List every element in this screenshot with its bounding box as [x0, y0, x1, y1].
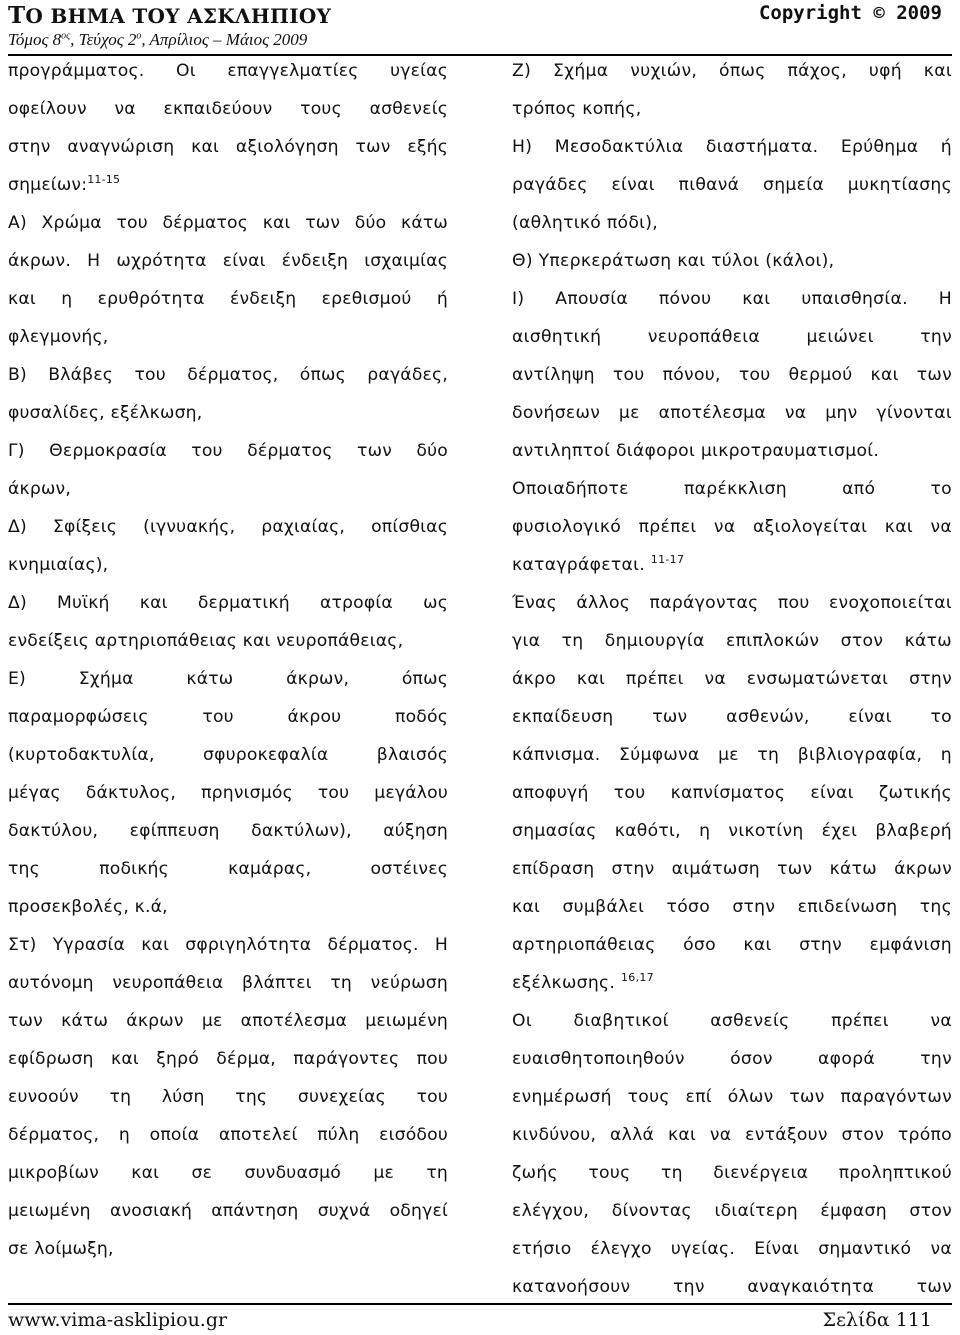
text-line: [512, 52, 952, 90]
text-line: [512, 128, 952, 166]
text-line: [8, 356, 448, 394]
line-text: Η) Μεσοδακτύλια διαστήματα. Ερύθημα ή: [512, 137, 952, 157]
line-text: φλεγμονής,: [8, 327, 109, 347]
text-line: [512, 850, 952, 888]
journal-title-initial: Τ: [8, 2, 26, 29]
line-text: προσεκβολές, κ.ά,: [8, 897, 168, 917]
text-line: [8, 508, 448, 546]
line-text: της ποδικής καμάρας, οστέινες: [8, 859, 448, 879]
issue-volume-sup: ος: [61, 30, 71, 42]
text-line: [512, 1268, 952, 1306]
line-text: σε λοίμωξη,: [8, 1239, 114, 1259]
text-line: [512, 432, 952, 470]
text-line: [8, 1192, 448, 1230]
journal-title-rest: Ο ΒΗΜΑ ΤΟΥ ΑΣΚΛΗΠΙΟΥ: [25, 4, 332, 28]
journal-title: [8, 2, 331, 29]
line-text: εφίδρωση και ξηρό δέρμα, παράγοντες που: [8, 1049, 448, 1069]
line-text: παραμορφώσεις του άκρου ποδός: [8, 707, 448, 727]
line-text: άκρων,: [8, 479, 72, 499]
text-line: [8, 1040, 448, 1078]
text-line: [512, 470, 952, 508]
line-text: (κυρτοδακτυλία, σφυροκεφαλία βλαισός: [8, 745, 448, 765]
citation-sup: 11-15: [87, 173, 121, 186]
text-line: [8, 318, 448, 356]
text-line: [512, 508, 952, 546]
text-line: [8, 280, 448, 318]
text-line: [8, 622, 448, 660]
line-text: Δ) Μυϊκή και δερματική ατροφία ως: [8, 593, 448, 613]
text-line: [512, 394, 952, 432]
text-line: [8, 52, 448, 90]
text-line: [8, 888, 448, 926]
text-line: [8, 1116, 448, 1154]
text-line: [8, 660, 448, 698]
text-line: [8, 128, 448, 166]
line-text: ευαισθητοποιηθούν όσον αφορά την: [512, 1049, 952, 1069]
line-text: Οποιαδήποτε παρέκκλιση από το: [512, 479, 952, 499]
text-line: [8, 1078, 448, 1116]
line-text: αντιληπτοί διάφοροι μικροτραυματισμοί.: [512, 441, 880, 461]
text-line: [8, 584, 448, 622]
text-line: [8, 90, 448, 128]
issue-number-sup: ο: [136, 30, 142, 42]
text-line: [512, 622, 952, 660]
copyright-notice: Copyright © 2009: [758, 2, 942, 24]
line-text: Ε) Σχήμα κάτω άκρων, όπως: [8, 669, 448, 689]
line-text: επίδραση στην αιμάτωση των κάτω άκρων: [512, 859, 952, 879]
text-line: [512, 1040, 952, 1078]
line-text: αντίληψη του πόνου, του θερμού και των: [512, 365, 952, 385]
line-text: ενημέρωσή τους επί όλων των παραγόντων: [512, 1087, 952, 1107]
text-line: [512, 90, 952, 128]
line-text: άκρο και πρέπει να ενσωματώνεται στην: [512, 669, 952, 689]
line-text: και συμβάλει τόσο στην επιδείνωση της: [512, 897, 952, 917]
text-line: [512, 204, 952, 242]
text-line: [512, 660, 952, 698]
text-line: [512, 736, 952, 774]
line-text: δονήσεων με αποτέλεσμα να μην γίνονται: [512, 403, 952, 423]
page-footer: [8, 1303, 952, 1335]
text-line: [512, 1002, 952, 1040]
line-text: ενδείξεις αρτηριοπάθειας και νευροπάθειας,: [8, 631, 404, 651]
text-line: [8, 470, 448, 508]
line-text: Δ) Σφίξεις (ιγνυακής, ραχιαίας, οπίσθιας: [8, 517, 448, 537]
text-line: [512, 242, 952, 280]
line-text: τρόπος κοπής,: [512, 99, 642, 119]
text-line: [8, 1154, 448, 1192]
line-text: οφείλουν να εκπαιδεύουν τους ασθενείς: [8, 99, 448, 119]
text-line: [512, 1154, 952, 1192]
right-column: [512, 52, 952, 1306]
line-text: ετήσιο έλεγχο υγείας. Είναι σημαντικό να: [512, 1239, 952, 1259]
text-line: [8, 394, 448, 432]
line-text: κάπνισμα. Σύμφωνα με τη βιβλιογραφία, η: [512, 745, 952, 765]
line-text: μέγας δάκτυλος, πρηνισμός του μεγάλου: [8, 783, 448, 803]
line-text: Θ) Υπερκεράτωση και τύλοι (κάλοι),: [512, 251, 835, 271]
line-text: ζωής τους τη διενέργεια προληπτικού: [512, 1163, 952, 1183]
line-text: δέρματος, η οποία αποτελεί πύλη εισόδου: [8, 1125, 448, 1145]
text-line: [512, 1192, 952, 1230]
text-line: [512, 698, 952, 736]
page-header: [8, 0, 952, 56]
text-line: [512, 1230, 952, 1268]
line-text: ραγάδες είναι πιθανά σημεία μυκητίασης: [512, 175, 952, 195]
text-line: [512, 774, 952, 812]
issue-date: , Απρίλιος – Μάιος 2009: [141, 30, 308, 49]
line-text: στην αναγνώριση και αξιολόγηση των εξής: [8, 137, 448, 157]
line-text: Β) Βλάβες του δέρματος, όπως ραγάδες,: [8, 365, 448, 385]
line-text: άκρων. Η ωχρότητα είναι ένδειξη ισχαιμίας: [8, 251, 448, 271]
website-url[interactable]: www.vima-asklipiou.gr: [8, 1309, 228, 1331]
text-line: [8, 242, 448, 280]
line-text: καταγράφεται.: [512, 555, 651, 575]
line-text: φυσιολογικό πρέπει να αξιολογείται και να: [512, 517, 952, 537]
text-line: [512, 1116, 952, 1154]
line-text: εκπαίδευση των ασθενών, είναι το: [512, 707, 952, 727]
issue-volume: Τόμος 8: [8, 30, 62, 49]
text-line: [8, 812, 448, 850]
text-line: [8, 774, 448, 812]
issue-info: [8, 30, 307, 50]
text-line: [512, 926, 952, 964]
text-line: [512, 888, 952, 926]
text-line: [512, 964, 952, 1002]
line-text: σημείων:: [8, 175, 88, 195]
line-text: ευνοούν τη λύση της συνεχείας του: [8, 1087, 448, 1107]
text-line: [8, 698, 448, 736]
line-text: κνημιαίας),: [8, 555, 109, 575]
page-number: Σελίδα 111: [822, 1309, 932, 1331]
line-text: μικροβίων και σε συνδυασμό με τη: [8, 1163, 448, 1183]
line-text: αρτηριοπάθειας όσο και στην εμφάνιση: [512, 935, 952, 955]
text-line: [512, 318, 952, 356]
text-line: [8, 1002, 448, 1040]
text-line: [8, 166, 448, 204]
line-text: σημασίας καθότι, η νικοτίνη έχει βλαβερή: [512, 821, 952, 841]
line-text: φυσαλίδες, εξέλκωση,: [8, 403, 203, 423]
line-text: κατανοήσουν την αναγκαιότητα των: [512, 1277, 952, 1297]
text-line: [512, 546, 952, 584]
line-text: Γ) Θερμοκρασία του δέρματος των δύο: [8, 441, 448, 461]
text-line: [512, 356, 952, 394]
line-text: Στ) Υγρασία και σφριγηλότητα δέρματος. Η: [8, 935, 448, 955]
text-line: [512, 1078, 952, 1116]
line-text: Α) Χρώμα του δέρματος και των δύο κάτω: [8, 213, 448, 233]
line-text: Οι διαβητικοί ασθενείς πρέπει να: [512, 1011, 952, 1031]
citation-sup: 11-17: [650, 553, 685, 566]
text-line: [8, 204, 448, 242]
text-line: [512, 280, 952, 318]
text-line: [8, 432, 448, 470]
line-text: των κάτω άκρων με αποτέλεσμα μειωμένη: [8, 1011, 448, 1031]
line-text: μειωμένη ανοσιακή απάντηση συχνά οδηγεί: [8, 1201, 448, 1221]
line-text: Ι) Απουσία πόνου και υπαισθησία. Η: [512, 289, 952, 309]
issue-number: , Τεύχος 2: [70, 30, 137, 49]
text-line: [8, 926, 448, 964]
line-text: ελέγχου, δίνοντας ιδιαίτερη έμφαση στον: [512, 1201, 952, 1221]
line-text: για τη δημιουργία επιπλοκών στον κάτω: [512, 631, 952, 651]
line-text: Ζ) Σχήμα νυχιών, όπως πάχος, υφή και: [512, 61, 952, 81]
text-line: [8, 736, 448, 774]
citation-sup: 16,17: [620, 971, 654, 984]
text-line: [512, 166, 952, 204]
left-column: [8, 52, 448, 1268]
line-text: εξέλκωσης.: [512, 973, 621, 993]
line-text: αισθητική νευροπάθεια μειώνει την: [512, 327, 952, 347]
text-line: [8, 1230, 448, 1268]
line-text: δακτύλου, εφίππευση δακτύλων), αύξηση: [8, 821, 448, 841]
text-line: [8, 850, 448, 888]
line-text: αυτόνομη νευροπάθεια βλάπτει τη νεύρωση: [8, 973, 448, 993]
text-line: [512, 584, 952, 622]
line-text: (αθλητικό πόδι),: [512, 213, 659, 233]
text-line: [8, 546, 448, 584]
line-text: αποφυγή του καπνίσματος είναι ζωτικής: [512, 783, 952, 803]
line-text: προγράμματος. Οι επαγγελματίες υγείας: [8, 61, 448, 81]
text-line: [512, 812, 952, 850]
line-text: και η ερυθρότητα ένδειξη ερεθισμού ή: [8, 289, 448, 309]
text-line: [8, 964, 448, 1002]
line-text: Ένας άλλος παράγοντας που ενοχοποιείται: [512, 593, 952, 613]
line-text: κινδύνου, αλλά και να εντάξουν στον τρόπο: [512, 1125, 952, 1145]
